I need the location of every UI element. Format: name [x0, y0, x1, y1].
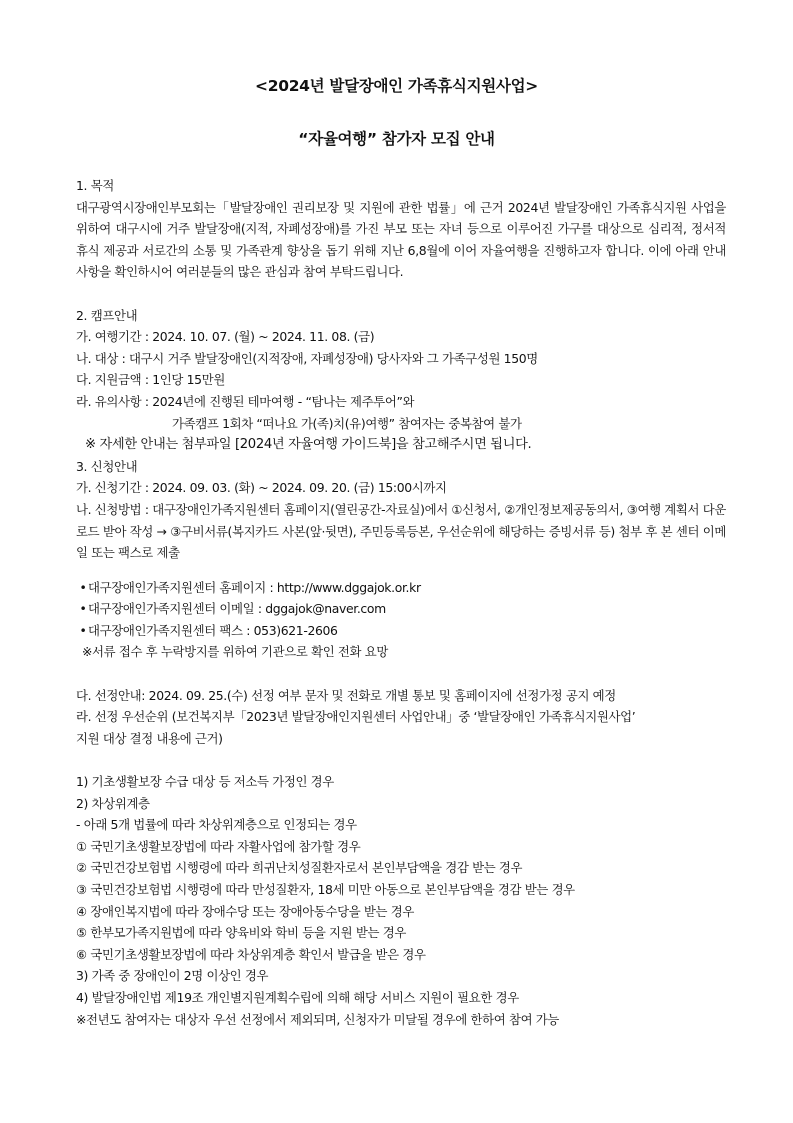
priority-item: ② 국민건강보험법 시행령에 따라 희귀난치성질환자로서 본인부담액을 경감 받는 경우 — [76, 860, 523, 876]
camp-target: 나. 대상 : 대구시 거주 발달장애인(지적장애, 자폐성장애) 당사자와 그 가족구성원 150명 — [76, 350, 538, 366]
document-body — [76, 175, 726, 1030]
apply-method: 나. 신청방법 : 대구장애인가족지원센터 홈페이지(열린공간-자료실)에서 ①신청서, ②개인정보제공동의서, ③여행 계획서 다운로드 받아 작성 → ③구비서류(복지카드 사본(앞·뒷면), 주민등록등본, 우선순위에 해당하는 증빙서류 등) 첨부 후 본 센터 이메일 또는 팩스로 제출 — [76, 501, 726, 561]
section-purpose-heading: 1. 목적 — [76, 178, 114, 193]
selection-notice: 다. 선정안내: 2024. 09. 25.(수) 선정 여부 문자 및 전화로 개별 통보 및 홈페이지에 선정가정 공지 예정 — [76, 687, 616, 703]
priority-line2: 지원 대상 결정 내용에 근거) — [76, 730, 223, 746]
priority-item: 2) 차상위계층 — [76, 795, 150, 811]
priority-item: ① 국민기초생활보장법에 따라 자활사업에 참가할 경우 — [76, 838, 361, 854]
confirm-call-note: ※서류 접수 후 누락방지를 위하여 기관으로 확인 전화 요망 — [82, 644, 388, 660]
priority-item: - 아래 5개 법률에 따라 차상위계층으로 인정되는 경우 — [76, 817, 357, 833]
contact-fax — [76, 620, 726, 642]
guidebook-note: ※ 자세한 안내는 첨부파일 [2024년 자율여행 가이드북]을 참고해주시면 됩니다. — [85, 437, 532, 453]
camp-caution-line1: 라. 유의사항 : 2024년에 진행된 테마여행 - “탐나는 제주투어”와 — [76, 393, 415, 409]
bullet-icon: • — [79, 579, 87, 595]
camp-amount: 다. 지원금액 : 1인당 15만원 — [76, 372, 225, 388]
camp-period: 가. 여행기간 : 2024. 10. 07. (월) ~ 2024. 11. 08. (금) — [76, 329, 375, 345]
document-title: <2024년 발달장애인 가족휴식지원사업> — [255, 77, 538, 95]
section-camp-heading: 2. 캠프안내 — [76, 307, 138, 323]
contact-homepage-text: 대구장애인가족지원센터 홈페이지 : http://www.dggajok.or.kr — [88, 579, 421, 595]
contact-homepage — [76, 577, 726, 599]
contact-email — [76, 598, 726, 620]
apply-period: 가. 신청기간 : 2024. 09. 03. (화) ~ 2024. 09. 20. (금) 15:00시까지 — [76, 480, 447, 496]
priority-item: ④ 장애인복지법에 따라 장애수당 또는 장애아동수당을 받는 경우 — [76, 903, 414, 919]
contact-email-text: 대구장애인가족지원센터 이메일 : dggajok@naver.com — [88, 601, 386, 617]
priority-line1: 라. 선정 우선순위 (보건복지부「2023년 발달장애인지원센터 사업안내」중 ‘발달장애인 가족휴식지원사업’ — [76, 709, 636, 725]
contact-fax-text: 대구장애인가족지원센터 팩스 : 053)621-2606 — [88, 622, 338, 638]
priority-item: ⑤ 한부모가족지원법에 따라 양육비와 학비 등을 지원 받는 경우 — [76, 925, 406, 941]
priority-item: 4) 발달장애인법 제19조 개인별지원계획수립에 의해 해당 서비스 지원이 필요한 경우 — [76, 989, 519, 1005]
document-subtitle: “자율여행” 참가자 모집 안내 — [298, 130, 495, 148]
priority-item: 1) 기초생활보장 수급 대상 등 저소득 가정인 경우 — [76, 774, 334, 790]
priority-item: ⑥ 국민기초생활보장법에 따라 차상위계층 확인서 발급을 받은 경우 — [76, 946, 426, 962]
section-purpose-body: 대구광역시장애인부모회는「발달장애인 권리보장 및 지원에 관한 법률」에 근거 2024년 발달장애인 가족휴식지원 사업을 위하여 대구시에 거주 발달장애(지적, 자폐성장애)를 가진 부모 또는 자녀 등으로 이루어진 가구를 대상으로 심리적, 정서적 휴식 제공과 서로간의 소통 및 가족관계 향상을 돕기 위해 지난 6,8월에 이어 자율여행을 진행하고자 합니다. 이에 아래 안내사항을 확인하시어 여러분들의 많은 관심과 참여 부탁드립니다. — [76, 199, 726, 280]
priority-item: 3) 가족 중 장애인이 2명 이상인 경우 — [76, 968, 269, 984]
section-apply-heading: 3. 신청안내 — [76, 458, 138, 474]
bullet-icon: • — [79, 622, 87, 638]
priority-footnote: ※전년도 참여자는 대상자 우선 선정에서 제외되며, 신청자가 미달될 경우에 한하여 참여 가능 — [76, 1011, 560, 1027]
bullet-icon: • — [79, 601, 87, 617]
camp-caution-line2: 가족캠프 1회차 “떠나요 가(족)치(유)여행” 참여자는 중복참여 불가 — [172, 415, 522, 431]
priority-item: ③ 국민건강보험법 시행령에 따라 만성질환자, 18세 미만 아동으로 본인부담액을 경감 받는 경우 — [76, 882, 575, 897]
